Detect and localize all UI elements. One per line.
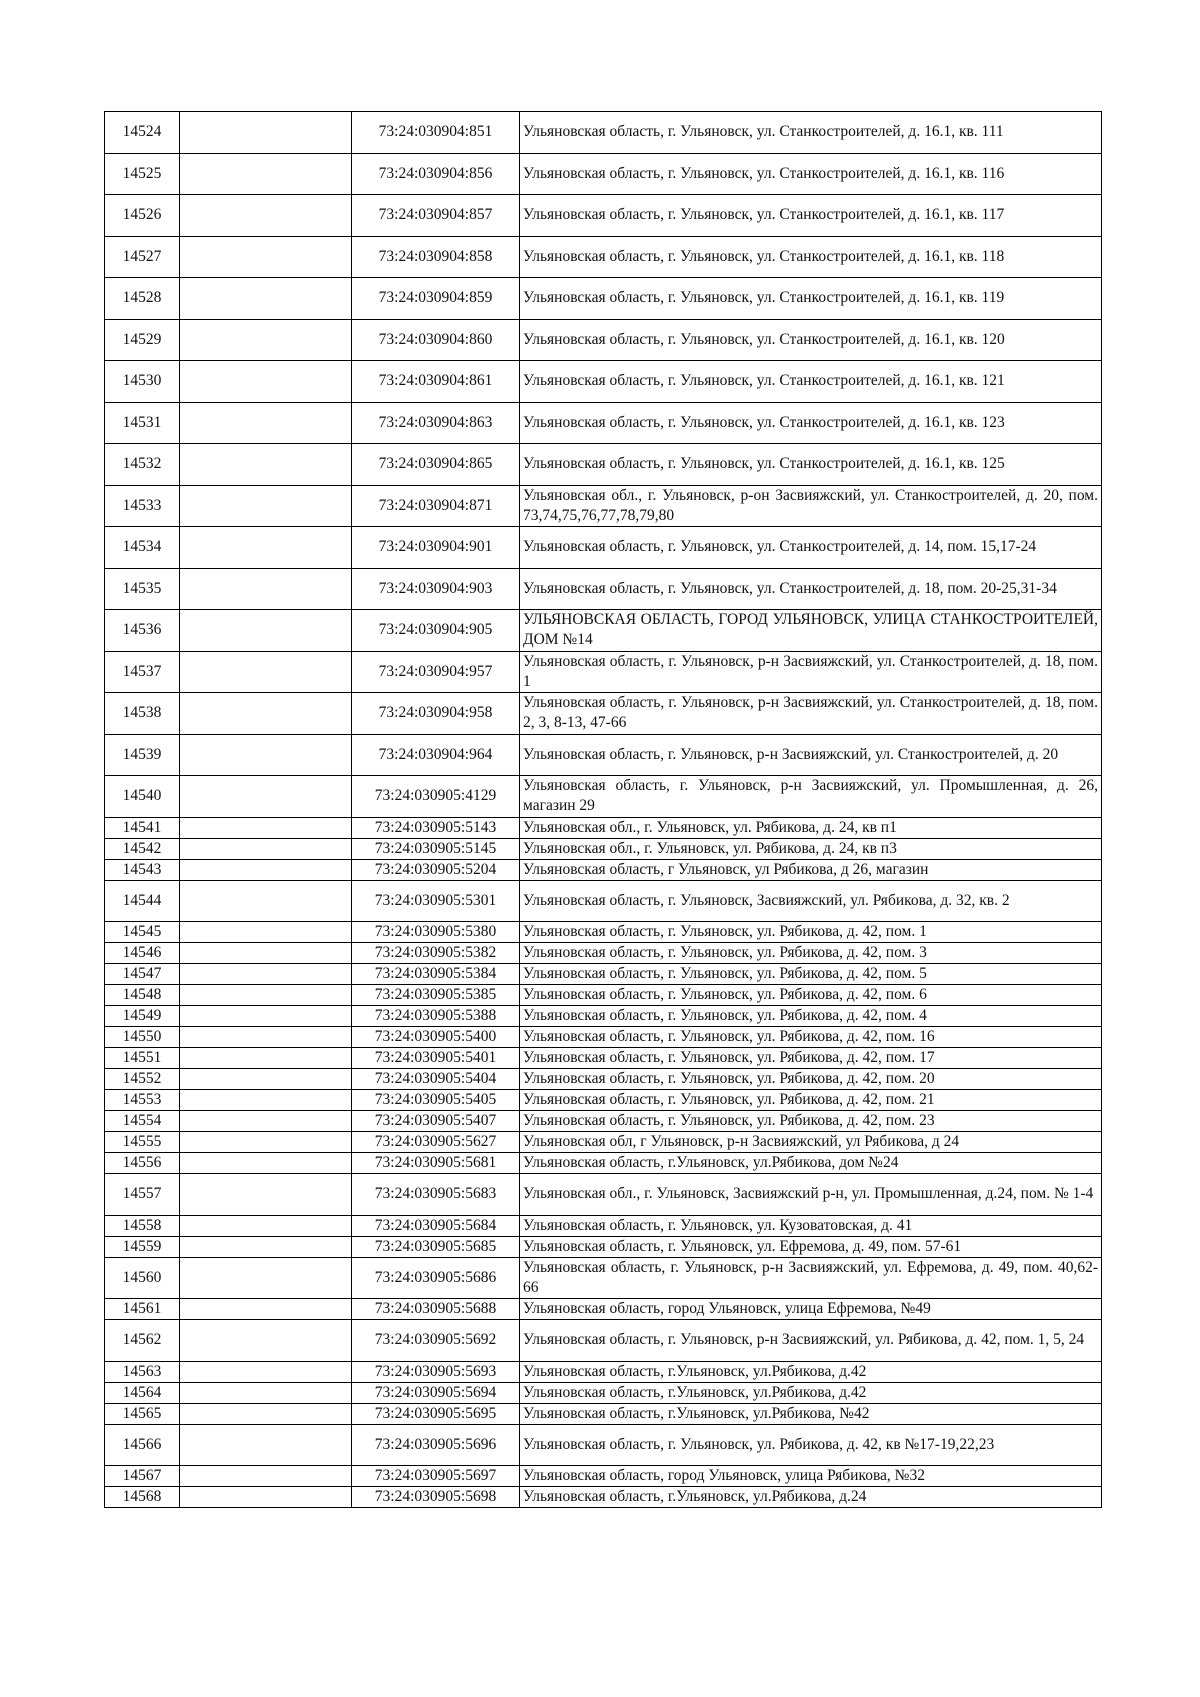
row-number: 14548 [105,985,180,1006]
cadastral-number: 73:24:030904:860 [352,319,520,361]
empty-cell [180,838,352,859]
table-row [105,1069,1102,1090]
cadastral-number: 73:24:030904:863 [352,402,520,444]
address: Ульяновская область, г. Ульяновск, ул. Рябикова, д. 42, пом. 6 [520,985,1102,1006]
table-row [105,278,1102,320]
row-number: 14554 [105,1111,180,1132]
table-row [105,1403,1102,1424]
row-number: 14558 [105,1215,180,1236]
row-number: 14527 [105,236,180,278]
row-number: 14559 [105,1236,180,1257]
registry-table [104,111,1102,1508]
cadastral-number: 73:24:030905:5681 [352,1153,520,1174]
row-number: 14534 [105,527,180,569]
table-row [105,1487,1102,1508]
table-row [105,1466,1102,1487]
cadastral-number: 73:24:030904:858 [352,236,520,278]
empty-cell [180,985,352,1006]
empty-cell [180,734,352,776]
row-number: 14540 [105,776,180,818]
table-row [105,651,1102,693]
empty-cell [180,964,352,985]
address: Ульяновская область, г. Ульяновск, ул. Станкостроителей, д. 14, пом. 15,17-24 [520,527,1102,569]
cadastral-number: 73:24:030905:5627 [352,1132,520,1153]
address: Ульяновская область, г. Ульяновск, ул. Станкостроителей, д. 18, пом. 20-25,31-34 [520,568,1102,610]
row-number: 14560 [105,1257,180,1299]
cadastral-number: 73:24:030905:5145 [352,838,520,859]
address: Ульяновская область, г. Ульяновск, ул. Станкостроителей, д. 16.1, кв. 125 [520,444,1102,486]
row-number: 14564 [105,1382,180,1403]
empty-cell [180,880,352,922]
cadastral-number: 73:24:030905:5401 [352,1048,520,1069]
empty-cell [180,361,352,403]
table-row [105,1111,1102,1132]
address: Ульяновская область, г. Ульяновск, ул. Станкостроителей, д. 16.1, кв. 111 [520,112,1102,154]
table-row [105,1236,1102,1257]
row-number: 14561 [105,1299,180,1320]
cadastral-number: 73:24:030905:5694 [352,1382,520,1403]
table-row [105,776,1102,818]
row-number: 14528 [105,278,180,320]
cadastral-number: 73:24:030905:5692 [352,1320,520,1362]
row-number: 14544 [105,880,180,922]
cadastral-number: 73:24:030904:958 [352,693,520,735]
table-row [105,1006,1102,1027]
row-number: 14539 [105,734,180,776]
address: Ульяновская обл, г Ульяновск, р-н Засвияжский, ул Рябикова, д 24 [520,1132,1102,1153]
row-number: 14551 [105,1048,180,1069]
cadastral-number: 73:24:030904:903 [352,568,520,610]
table-row [105,693,1102,735]
row-number: 14566 [105,1424,180,1466]
cadastral-number: 73:24:030905:5695 [352,1403,520,1424]
cadastral-number: 73:24:030904:901 [352,527,520,569]
empty-cell [180,153,352,195]
cadastral-number: 73:24:030905:5388 [352,1006,520,1027]
table-row [105,1132,1102,1153]
address: Ульяновская область, г. Ульяновск, ул. Рябикова, д. 42, пом. 4 [520,1006,1102,1027]
row-number: 14535 [105,568,180,610]
address: Ульяновская область, г. Ульяновск, р-н Засвияжский, ул. Станкостроителей, д. 20 [520,734,1102,776]
row-number: 14533 [105,485,180,527]
empty-cell [180,1466,352,1487]
cadastral-number: 73:24:030905:5686 [352,1257,520,1299]
address: Ульяновская область, г. Ульяновск, ул. Рябикова, д. 42, пом. 16 [520,1027,1102,1048]
address: Ульяновская область, г.Ульяновск, ул.Рябикова, дом №24 [520,1153,1102,1174]
address: Ульяновская область, г. Ульяновск, ул. Ефремова, д. 49, пом. 57-61 [520,1236,1102,1257]
empty-cell [180,1487,352,1508]
empty-cell [180,319,352,361]
row-number: 14541 [105,817,180,838]
row-number: 14563 [105,1361,180,1382]
empty-cell [180,1027,352,1048]
empty-cell [180,817,352,838]
table-row [105,817,1102,838]
table-row [105,1299,1102,1320]
row-number: 14547 [105,964,180,985]
row-number: 14568 [105,1487,180,1508]
table-row [105,1257,1102,1299]
table-row [105,1215,1102,1236]
empty-cell [180,112,352,154]
row-number: 14537 [105,651,180,693]
address: Ульяновская область, г. Ульяновск, ул. Рябикова, д. 42, пом. 20 [520,1069,1102,1090]
table-row [105,1048,1102,1069]
cadastral-number: 73:24:030904:865 [352,444,520,486]
table-row [105,734,1102,776]
row-number: 14538 [105,693,180,735]
table-row [105,610,1102,652]
address: Ульяновская область, город Ульяновск, улица Рябикова, №32 [520,1466,1102,1487]
cadastral-number: 73:24:030905:5204 [352,859,520,880]
row-number: 14542 [105,838,180,859]
row-number: 14543 [105,859,180,880]
address: УЛЬЯНОВСКАЯ ОБЛАСТЬ, ГОРОД УЛЬЯНОВСК, УЛИЦА СТАНКОСТРОИТЕЛЕЙ, ДОМ №14 [520,610,1102,652]
address: Ульяновская обл., г. Ульяновск, ул. Рябикова, д. 24, кв п3 [520,838,1102,859]
cadastral-number: 73:24:030905:5384 [352,964,520,985]
empty-cell [180,402,352,444]
empty-cell [180,1090,352,1111]
row-number: 14526 [105,195,180,237]
address: Ульяновская область, г. Ульяновск, ул. Станкостроителей, д. 16.1, кв. 117 [520,195,1102,237]
cadastral-number: 73:24:030905:5696 [352,1424,520,1466]
address: Ульяновская обл., г. Ульяновск, р-он Засвияжский, ул. Станкостроителей, д. 20, пом. 73,74,75,76,77,78,79,80 [520,485,1102,527]
address: Ульяновская область, г. Ульяновск, ул. Станкостроителей, д. 16.1, кв. 120 [520,319,1102,361]
table-row [105,444,1102,486]
cadastral-number: 73:24:030904:957 [352,651,520,693]
row-number: 14567 [105,1466,180,1487]
cadastral-number: 73:24:030905:5405 [352,1090,520,1111]
cadastral-number: 73:24:030905:5698 [352,1487,520,1508]
empty-cell [180,444,352,486]
empty-cell [180,1069,352,1090]
cadastral-number: 73:24:030905:4129 [352,776,520,818]
address: Ульяновская область, г Ульяновск, ул Рябикова, д 26, магазин [520,859,1102,880]
address: Ульяновская область, г. Ульяновск, ул. Кузоватовская, д. 41 [520,1215,1102,1236]
table-row [105,1174,1102,1216]
table-row [105,195,1102,237]
address: Ульяновская область, г.Ульяновск, ул.Рябикова, №42 [520,1403,1102,1424]
address: Ульяновская область, г.Ульяновск, ул.Рябикова, д.24 [520,1487,1102,1508]
address: Ульяновская область, г. Ульяновск, Засвияжский, ул. Рябикова, д. 32, кв. 2 [520,880,1102,922]
cadastral-number: 73:24:030904:871 [352,485,520,527]
cadastral-number: 73:24:030905:5683 [352,1174,520,1216]
table-row [105,153,1102,195]
cadastral-number: 73:24:030905:5404 [352,1069,520,1090]
address: Ульяновская область, г.Ульяновск, ул.Рябикова, д.42 [520,1382,1102,1403]
empty-cell [180,922,352,943]
address: Ульяновская область, г. Ульяновск, ул. Рябикова, д. 42, пом. 23 [520,1111,1102,1132]
cadastral-number: 73:24:030904:861 [352,361,520,403]
table-row [105,1153,1102,1174]
address: Ульяновская обл., г. Ульяновск, ул. Рябикова, д. 24, кв п1 [520,817,1102,838]
table-row [105,485,1102,527]
cadastral-number: 73:24:030905:5301 [352,880,520,922]
row-number: 14552 [105,1069,180,1090]
row-number: 14536 [105,610,180,652]
empty-cell [180,693,352,735]
empty-cell [180,776,352,818]
table-row [105,319,1102,361]
table-row [105,985,1102,1006]
address: Ульяновская обл., г. Ульяновск, Засвияжский р-н, ул. Промышленная, д.24, пом. № 1-4 [520,1174,1102,1216]
address: Ульяновская область, г. Ульяновск, р-н Засвияжский, ул. Станкостроителей, д. 18, пом. 1 [520,651,1102,693]
row-number: 14524 [105,112,180,154]
cadastral-number: 73:24:030905:5143 [352,817,520,838]
empty-cell [180,1153,352,1174]
address: Ульяновская область, г. Ульяновск, ул. Рябикова, д. 42, пом. 17 [520,1048,1102,1069]
table-row [105,527,1102,569]
table-row [105,1361,1102,1382]
address: Ульяновская область, г. Ульяновск, ул. Рябикова, д. 42, кв №17-19,22,23 [520,1424,1102,1466]
address: Ульяновская область, г. Ульяновск, р-н Засвияжский, ул. Промышленная, д. 26, магазин 29 [520,776,1102,818]
address: Ульяновская область, г. Ульяновск, ул. Рябикова, д. 42, пом. 1 [520,922,1102,943]
row-number: 14555 [105,1132,180,1153]
table-row [105,1382,1102,1403]
empty-cell [180,1174,352,1216]
empty-cell [180,1048,352,1069]
table-row [105,859,1102,880]
address: Ульяновская область, г. Ульяновск, ул. Станкостроителей, д. 16.1, кв. 118 [520,236,1102,278]
row-number: 14550 [105,1027,180,1048]
address: Ульяновская область, г. Ульяновск, ул. Станкостроителей, д. 16.1, кв. 116 [520,153,1102,195]
cadastral-number: 73:24:030905:5382 [352,943,520,964]
cadastral-number: 73:24:030904:859 [352,278,520,320]
cadastral-number: 73:24:030905:5407 [352,1111,520,1132]
cadastral-number: 73:24:030905:5400 [352,1027,520,1048]
cadastral-number: 73:24:030904:856 [352,153,520,195]
cadastral-number: 73:24:030905:5697 [352,1466,520,1487]
empty-cell [180,1403,352,1424]
empty-cell [180,195,352,237]
row-number: 14545 [105,922,180,943]
address: Ульяновская область, город Ульяновск, улица Ефремова, №49 [520,1299,1102,1320]
cadastral-number: 73:24:030905:5380 [352,922,520,943]
empty-cell [180,1382,352,1403]
empty-cell [180,1215,352,1236]
empty-cell [180,943,352,964]
empty-cell [180,527,352,569]
table-row [105,1027,1102,1048]
empty-cell [180,1132,352,1153]
row-number: 14546 [105,943,180,964]
empty-cell [180,1111,352,1132]
row-number: 14549 [105,1006,180,1027]
address: Ульяновская область, г. Ульяновск, р-н Засвияжский, ул. Ефремова, д. 49, пом. 40,62-66 [520,1257,1102,1299]
table-row [105,838,1102,859]
row-number: 14525 [105,153,180,195]
empty-cell [180,236,352,278]
table-row [105,568,1102,610]
empty-cell [180,1257,352,1299]
empty-cell [180,485,352,527]
cadastral-number: 73:24:030905:5385 [352,985,520,1006]
cadastral-number: 73:24:030904:857 [352,195,520,237]
cadastral-number: 73:24:030905:5685 [352,1236,520,1257]
empty-cell [180,859,352,880]
empty-cell [180,568,352,610]
empty-cell [180,1361,352,1382]
empty-cell [180,1320,352,1362]
table-row [105,236,1102,278]
empty-cell [180,1424,352,1466]
row-number: 14562 [105,1320,180,1362]
empty-cell [180,651,352,693]
table-row [105,1424,1102,1466]
table-row [105,361,1102,403]
table-row [105,112,1102,154]
row-number: 14531 [105,402,180,444]
row-number: 14553 [105,1090,180,1111]
address: Ульяновская область, г. Ульяновск, ул. Рябикова, д. 42, пом. 5 [520,964,1102,985]
cadastral-number: 73:24:030904:851 [352,112,520,154]
address: Ульяновская область, г. Ульяновск, ул. Рябикова, д. 42, пом. 3 [520,943,1102,964]
cadastral-number: 73:24:030904:964 [352,734,520,776]
table-row [105,1320,1102,1362]
row-number: 14556 [105,1153,180,1174]
registry-body [105,112,1102,1508]
empty-cell [180,1299,352,1320]
table-row [105,943,1102,964]
table-row [105,964,1102,985]
row-number: 14530 [105,361,180,403]
address: Ульяновская область, г. Ульяновск, ул. Станкостроителей, д. 16.1, кв. 119 [520,278,1102,320]
row-number: 14532 [105,444,180,486]
address: Ульяновская область, г. Ульяновск, ул. Рябикова, д. 42, пом. 21 [520,1090,1102,1111]
address: Ульяновская область, г. Ульяновск, ул. Станкостроителей, д. 16.1, кв. 121 [520,361,1102,403]
cadastral-number: 73:24:030905:5688 [352,1299,520,1320]
empty-cell [180,1006,352,1027]
table-row [105,880,1102,922]
address: Ульяновская область, г. Ульяновск, р-н Засвияжский, ул. Рябикова, д. 42, пом. 1, 5, 24 [520,1320,1102,1362]
row-number: 14529 [105,319,180,361]
table-row [105,922,1102,943]
empty-cell [180,1236,352,1257]
empty-cell [180,610,352,652]
table-row [105,1090,1102,1111]
cadastral-number: 73:24:030905:5684 [352,1215,520,1236]
address: Ульяновская область, г. Ульяновск, ул. Станкостроителей, д. 16.1, кв. 123 [520,402,1102,444]
cadastral-number: 73:24:030905:5693 [352,1361,520,1382]
address: Ульяновская область, г. Ульяновск, р-н Засвияжский, ул. Станкостроителей, д. 18, пом. 2, 3, 8-13, 47-66 [520,693,1102,735]
empty-cell [180,278,352,320]
cadastral-number: 73:24:030904:905 [352,610,520,652]
address: Ульяновская область, г.Ульяновск, ул.Рябикова, д.42 [520,1361,1102,1382]
table-row [105,402,1102,444]
row-number: 14565 [105,1403,180,1424]
row-number: 14557 [105,1174,180,1216]
